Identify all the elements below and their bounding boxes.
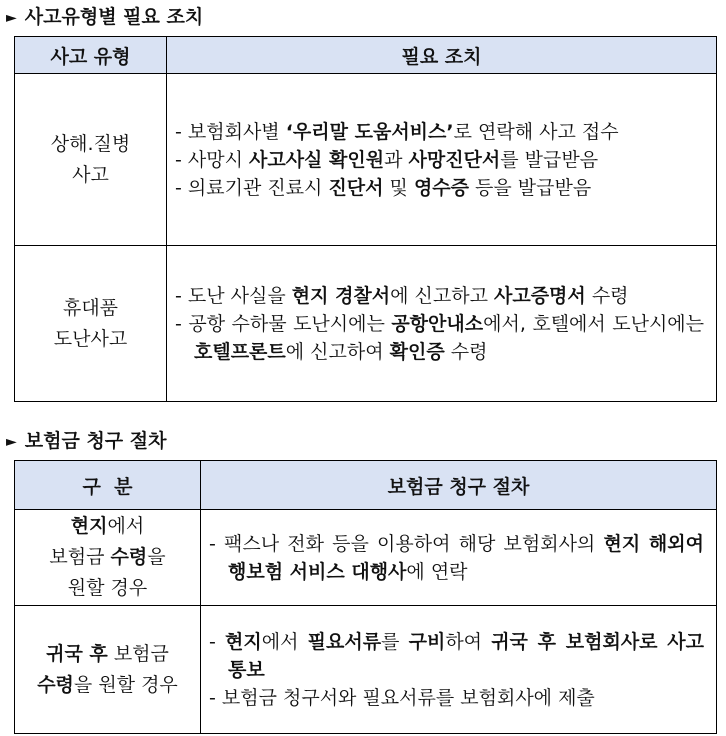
bold-text: 현지 — [70, 515, 108, 537]
text-segment: 에 연락 — [406, 560, 468, 583]
text-segment: 에 신고하고 — [390, 284, 494, 307]
bold-text: 필요서류 — [307, 630, 382, 653]
text-segment: 에서 — [261, 630, 308, 653]
text-segment: 하여 — [445, 630, 492, 653]
header-required-action: 필요 조치 — [167, 37, 717, 74]
bold-text: 진단서 — [328, 176, 384, 199]
bold-text: 귀국 후 보험회사로 사고 통보 — [228, 630, 704, 681]
text-segment: 를 발급받음 — [500, 148, 599, 171]
list-item — [175, 174, 704, 202]
table-row — [15, 246, 717, 402]
text-segment: 에서, 호텔에서 도난시에는 — [483, 312, 705, 335]
text-segment: - 팩스나 전화 등을 이용하여 해당 보험회사의 — [209, 532, 604, 555]
bold-text: 현지 — [225, 630, 262, 653]
triangle-bullet-icon: ► — [6, 10, 17, 26]
text-segment: 로 연락해 사고 접수 — [453, 120, 619, 143]
text-segment: 을 — [147, 546, 166, 568]
table-row — [15, 606, 717, 734]
section-title-claim-procedure: ► 보험금 청구 절차 — [6, 430, 167, 452]
text-segment: - 도난 사실을 — [175, 284, 292, 307]
text-segment: 보험금 — [107, 642, 169, 665]
header-claim-procedure: 보험금 청구 절차 — [201, 461, 717, 510]
bold-text: 공항안내소 — [391, 312, 484, 335]
list-item — [209, 684, 704, 712]
text-segment: - 사망시 — [175, 148, 249, 171]
row-actions-local-receipt — [201, 510, 717, 606]
header-category: 구 분 — [15, 461, 201, 510]
text-segment: 수령 — [585, 284, 629, 307]
accident-action-table — [14, 36, 717, 402]
row-type-local-receipt — [15, 510, 201, 606]
bold-text: 영수증 — [413, 176, 470, 199]
row-type-theft: 휴대품 도난사고 — [15, 246, 167, 402]
text-segment: 수령 — [444, 340, 488, 363]
text-segment: 을 원할 경우 — [73, 673, 178, 696]
row-type-after-return — [15, 606, 201, 734]
bold-text: 호텔프론트 — [194, 340, 286, 363]
text-segment: 및 — [383, 176, 414, 199]
text-segment: 과 — [384, 148, 409, 171]
text-segment: - 보험회사별 — [175, 120, 286, 143]
text-segment: - 보험금 청구서와 필요서류를 보험회사에 제출 — [209, 686, 595, 709]
text-segment: 등을 발급받음 — [469, 176, 592, 199]
bold-text: ‘우리말 도움서비스’ — [285, 120, 454, 143]
bold-text: 수령 — [110, 546, 148, 568]
header-accident-type: 사고 유형 — [15, 37, 167, 74]
bold-text: 사고증명서 — [494, 284, 586, 307]
text-segment: - 공항 수하물 도난시에는 — [175, 312, 392, 335]
bold-text: 구비 — [408, 630, 446, 653]
text-segment: - — [209, 630, 226, 653]
table-header-row — [15, 461, 717, 510]
bold-text: 확인증 — [389, 340, 445, 363]
text-segment: 원할 경우 — [67, 577, 148, 599]
text-segment: 에서 — [107, 515, 145, 537]
text-segment: 에 신고하여 — [285, 340, 390, 363]
row-actions-after-return — [201, 606, 717, 734]
text-segment: - 의료기관 진료시 — [175, 176, 329, 199]
bold-text: 귀국 후 — [46, 642, 108, 665]
list-item — [175, 310, 704, 366]
list-item — [175, 282, 704, 310]
text-segment: 보험금 — [49, 546, 111, 568]
list-item — [175, 146, 704, 174]
table-header-row — [15, 37, 717, 74]
list-item — [175, 118, 704, 146]
bold-text: 사망진단서 — [408, 148, 501, 171]
list-item — [209, 530, 704, 586]
table-row — [15, 510, 717, 606]
claim-procedure-table — [14, 460, 717, 734]
table-row — [15, 74, 717, 246]
triangle-bullet-icon: ► — [6, 434, 17, 450]
row-actions-injury-illness — [167, 74, 717, 246]
text-segment: 를 — [381, 630, 409, 653]
bold-text: 사고사실 확인원 — [249, 148, 385, 171]
bold-text: 현지 해외여행보험 서비스 대행사 — [228, 532, 704, 583]
bold-text: 현지 경찰서 — [291, 284, 391, 307]
row-type-injury-illness: 상해.질병 사고 — [15, 74, 167, 246]
bold-text: 수령 — [37, 673, 74, 696]
section-title-accident-types: ► 사고유형별 필요 조치 — [6, 6, 204, 28]
list-item — [209, 628, 704, 684]
row-actions-theft — [167, 246, 717, 402]
